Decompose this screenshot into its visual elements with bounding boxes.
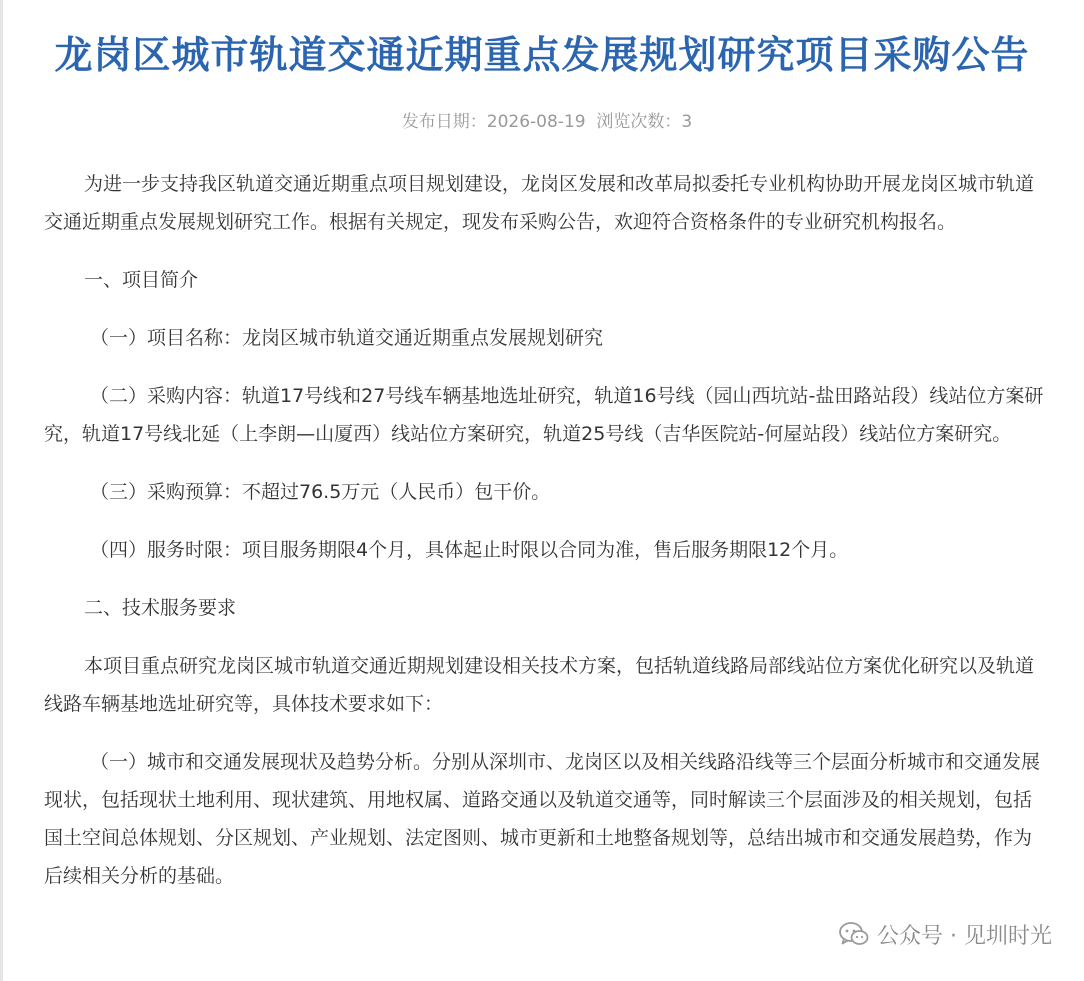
- view-count: 3: [681, 112, 693, 132]
- article-title: 龙岗区城市轨道交通近期重点发展规划研究项目采购公告: [54, 33, 1030, 77]
- page-left-border: [0, 0, 3, 981]
- intro-paragraph: 为进一步支持我区轨道交通近期重点项目规划建设，龙岗区发展和改革局拟委托专业机构协助开展龙岗区城市轨道交通近期重点发展规划研究工作。根据有关规定，现发布采购公告，欢迎符合资格条件的专业研究机构报名。: [44, 173, 1035, 233]
- service-period-paragraph: （四）服务时限：项目服务期限4个月，具体起止时限以合同为准，售后服务期限12个月。: [90, 539, 849, 561]
- article-body: [44, 165, 1048, 915]
- article-meta: [0, 107, 1084, 132]
- procurement-budget-paragraph: （三）采购预算：不超过76.5万元（人民币）包干价。: [90, 481, 551, 503]
- tech-overview-paragraph: 本项目重点研究龙岗区城市轨道交通近期规划建设相关技术方案，包括轨道线路局部线站位方案优化研究以及轨道线路车辆基地选址研究等，具体技术要求如下：: [44, 655, 1035, 715]
- section-heading-tech-requirements: 二、技术服务要求: [84, 597, 237, 619]
- views-label: 浏览次数：: [596, 112, 682, 132]
- section-heading-project-intro: 一、项目简介: [84, 269, 199, 291]
- project-name-paragraph: （一）项目名称：龙岗区城市轨道交通近期重点发展规划研究: [90, 327, 604, 349]
- tech-requirement-1-paragraph: （一）城市和交通发展现状及趋势分析。分别从深圳市、龙岗区以及相关线路沿线等三个层面分析城市和交通发展现状，包括现状土地利用、现状建筑、用地权属、道路交通以及轨道交通等，同时解读三个层面涉及的相关规划，包括国土空间总体规划、分区规划、产业规划、法定图则、城市更新和土地整备规划等，总结出城市和交通发展趋势，作为后续相关分析的基础。: [44, 751, 1041, 887]
- publish-date-label: 发布日期：: [401, 112, 487, 132]
- wechat-icon: [839, 921, 869, 947]
- watermark-text: 公众号 · 见圳时光: [877, 923, 1052, 949]
- watermark: [839, 916, 1052, 952]
- publish-date: 2026-08-19: [486, 112, 586, 132]
- procurement-content-paragraph: （二）采购内容：轨道17号线和27号线车辆基地选址研究，轨道16号线（园山西坑站-盐田路站段）线站位方案研究，轨道17号线北延（上李朗—山厦西）线站位方案研究，轨道25号线（吉华医院站-何屋站段）线站位方案研究。: [44, 385, 1044, 445]
